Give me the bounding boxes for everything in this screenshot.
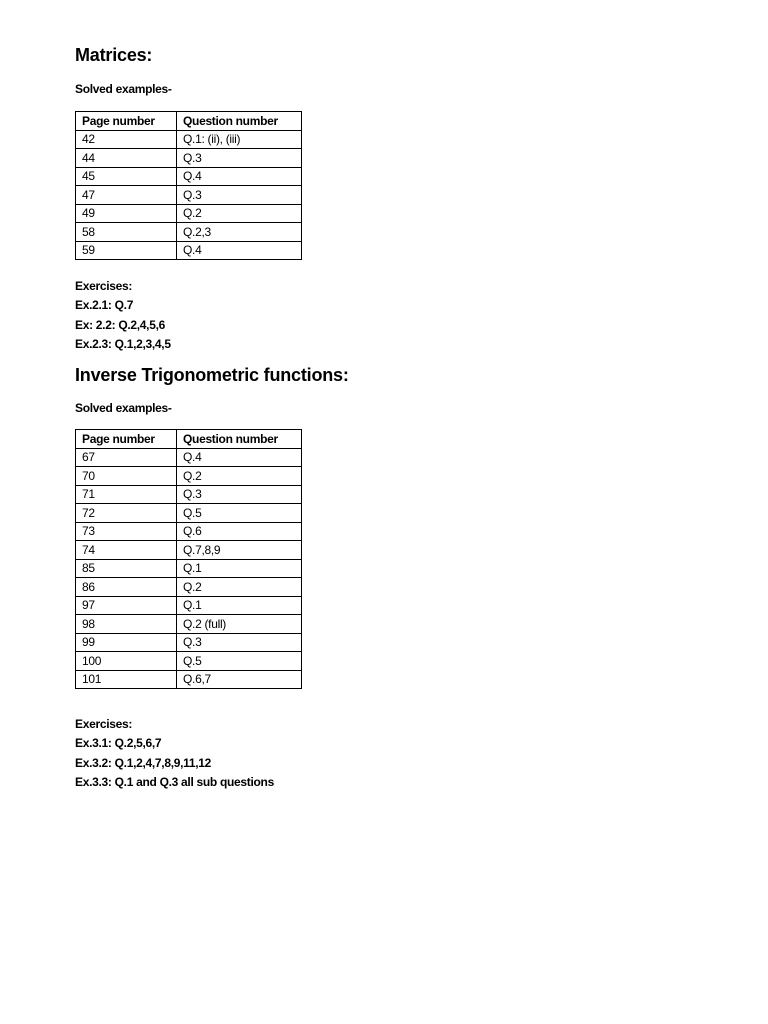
column-header-question-number: Question number — [177, 430, 302, 449]
page-number-cell: 74 — [76, 541, 177, 560]
table-row — [76, 167, 302, 186]
section-heading-inverse-trig: Inverse Trigonometric functions: — [75, 365, 349, 385]
inverse-trig-exercises — [75, 715, 274, 793]
table-row — [76, 467, 302, 486]
question-number-cell: Q.3 — [177, 186, 302, 205]
page-number-cell: 98 — [76, 615, 177, 634]
exercise-line: Ex.2.3: Q.1,2,3,4,5 — [75, 337, 171, 352]
page-number-cell: 100 — [76, 652, 177, 671]
page-number-cell: 44 — [76, 149, 177, 168]
question-number-cell: Q.2 — [177, 204, 302, 223]
column-header-question-number: Question number — [177, 112, 302, 131]
exercise-line: Ex.3.1: Q.2,5,6,7 — [75, 736, 162, 751]
question-number-cell: Q.1 — [177, 596, 302, 615]
exercises-label: Exercises: — [75, 279, 133, 293]
table-row — [76, 578, 302, 597]
column-header-page-number: Page number — [76, 112, 177, 131]
page-number-cell: 42 — [76, 130, 177, 149]
table-row — [76, 596, 302, 615]
solved-examples-label: Solved examples- — [75, 401, 172, 415]
question-number-cell: Q.5 — [177, 504, 302, 523]
page-number-cell: 71 — [76, 485, 177, 504]
page-number-cell: 97 — [76, 596, 177, 615]
page-number-cell: 59 — [76, 241, 177, 260]
table-row — [76, 149, 302, 168]
question-number-cell: Q.3 — [177, 485, 302, 504]
page-number-cell: 85 — [76, 559, 177, 578]
table-row — [76, 223, 302, 242]
table-row — [76, 633, 302, 652]
question-number-cell: Q.2 — [177, 578, 302, 597]
column-header-page-number: Page number — [76, 430, 177, 449]
question-number-cell: Q.6,7 — [177, 670, 302, 689]
question-number-cell: Q.3 — [177, 633, 302, 652]
table-row — [76, 485, 302, 504]
page-number-cell: 58 — [76, 223, 177, 242]
section-heading-matrices: Matrices: — [75, 45, 153, 65]
table-row — [76, 204, 302, 223]
page-number-cell: 73 — [76, 522, 177, 541]
inverse-trig-solved-table — [75, 429, 302, 689]
question-number-cell: Q.2,3 — [177, 223, 302, 242]
question-number-cell: Q.4 — [177, 241, 302, 260]
table-row — [76, 652, 302, 671]
matrices-solved-table — [75, 111, 302, 260]
page-number-cell: 49 — [76, 204, 177, 223]
table-row — [76, 541, 302, 560]
question-number-cell: Q.7,8,9 — [177, 541, 302, 560]
page-number-cell: 45 — [76, 167, 177, 186]
question-number-cell: Q.2 (full) — [177, 615, 302, 634]
page-number-cell: 99 — [76, 633, 177, 652]
solved-examples-label: Solved examples- — [75, 82, 172, 96]
question-number-cell: Q.3 — [177, 149, 302, 168]
question-number-cell: Q.5 — [177, 652, 302, 671]
table-row — [76, 448, 302, 467]
exercise-line: Ex: 2.2: Q.2,4,5,6 — [75, 317, 165, 332]
exercises-label: Exercises: — [75, 717, 133, 731]
table-row — [76, 670, 302, 689]
page-number-cell: 67 — [76, 448, 177, 467]
table-header-row — [76, 112, 302, 131]
exercise-line: Ex.2.1: Q.7 — [75, 298, 134, 313]
page-number-cell: 86 — [76, 578, 177, 597]
page-number-cell: 70 — [76, 467, 177, 486]
exercise-line: Ex.3.2: Q.1,2,4,7,8,9,11,12 — [75, 755, 212, 770]
table-row — [76, 241, 302, 260]
question-number-cell: Q.4 — [177, 448, 302, 467]
question-number-cell: Q.6 — [177, 522, 302, 541]
exercise-line: Ex.3.3: Q.1 and Q.3 all sub questions — [75, 775, 274, 790]
question-number-cell: Q.1: (ii), (iii) — [177, 130, 302, 149]
table-row — [76, 522, 302, 541]
question-number-cell: Q.1 — [177, 559, 302, 578]
page-number-cell: 72 — [76, 504, 177, 523]
table-row — [76, 504, 302, 523]
question-number-cell: Q.4 — [177, 167, 302, 186]
table-row — [76, 559, 302, 578]
table-row — [76, 615, 302, 634]
table-row — [76, 186, 302, 205]
question-number-cell: Q.2 — [177, 467, 302, 486]
matrices-exercises — [75, 277, 171, 355]
table-header-row — [76, 430, 302, 449]
page-number-cell: 47 — [76, 186, 177, 205]
page-number-cell: 101 — [76, 670, 177, 689]
table-row — [76, 130, 302, 149]
